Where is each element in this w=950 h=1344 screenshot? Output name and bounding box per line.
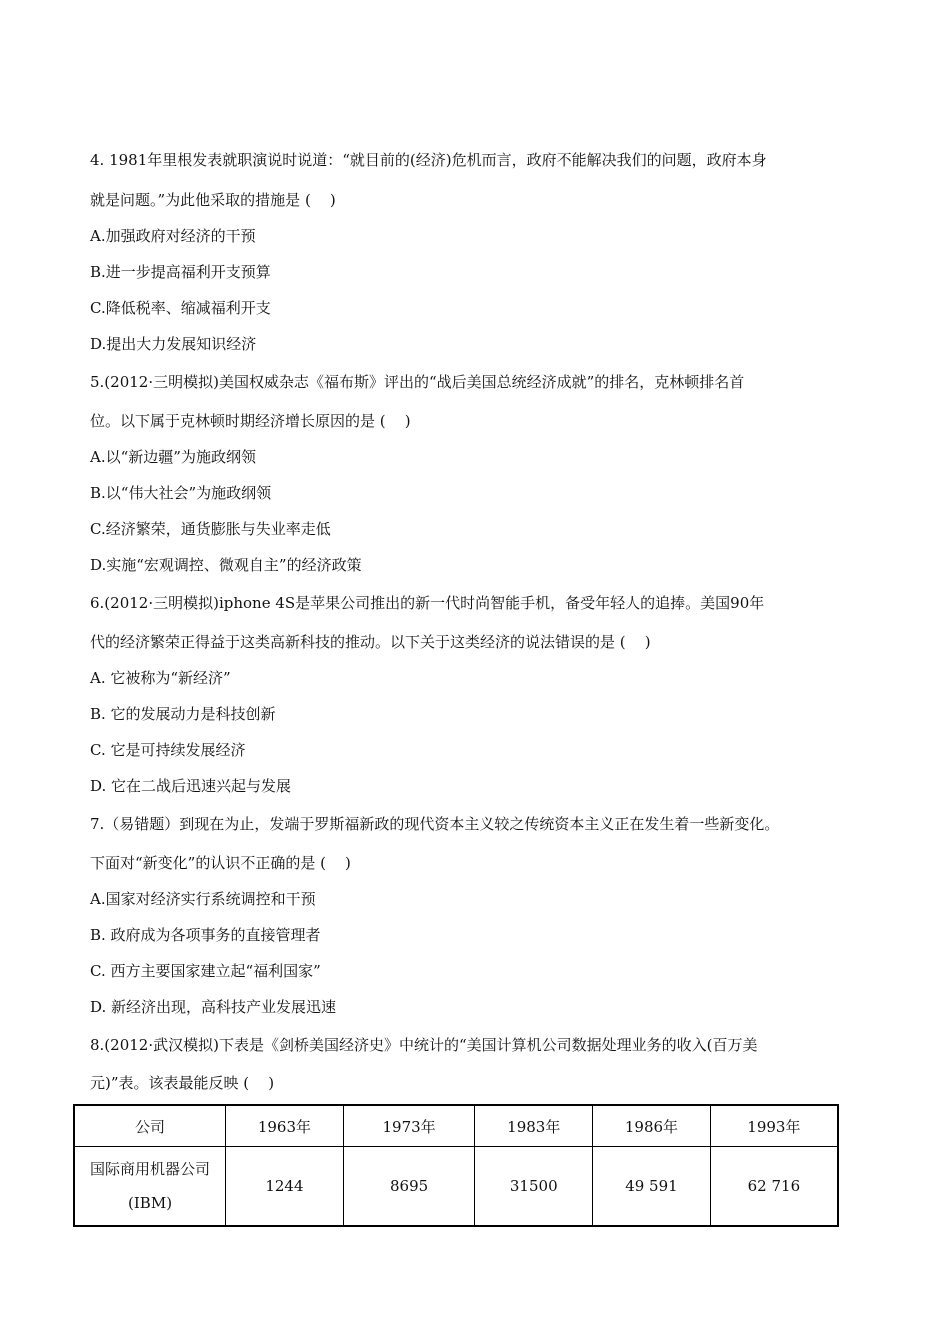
table-header-cell: 公司	[74, 1105, 226, 1147]
company-abbr: (IBM)	[128, 1194, 173, 1212]
q6-stem-line2: 代的经济繁荣正得益于这类高新科技的推动。以下关于这类经济的说法错误的是 ( )	[90, 633, 651, 651]
table-cell: 62 716	[710, 1147, 838, 1227]
q7-option-d: D. 新经济出现，高科技产业发展迅速	[90, 998, 337, 1016]
q8-stem-line2: 元)”表。该表最能反映 ( )	[90, 1074, 275, 1092]
q4-option-c: C.降低税率、缩减福利开支	[90, 299, 271, 317]
q7-option-a: A.国家对经济实行系统调控和干预	[90, 890, 316, 908]
q6-option-d: D. 它在二战后迅速兴起与发展	[90, 777, 292, 795]
table-header-cell: 1986年	[593, 1105, 711, 1147]
q5-option-d: D.实施“宏观调控、微观自主”的经济政策	[90, 556, 362, 574]
revenue-table	[73, 1104, 839, 1227]
q4-option-b: B.进一步提高福利开支预算	[90, 263, 271, 281]
table-header-cell: 1963年	[226, 1105, 344, 1147]
table-header-cell: 1973年	[343, 1105, 475, 1147]
q5-option-c: C.经济繁荣，通货膨胀与失业率走低	[90, 520, 331, 538]
q7-stem-line2: 下面对“新变化”的认识不正确的是 ( )	[90, 854, 351, 872]
q4-option-a: A.加强政府对经济的干预	[90, 227, 256, 245]
table-cell: 31500	[475, 1147, 593, 1227]
table-cell: 8695	[343, 1147, 475, 1227]
table-header-cell: 1983年	[475, 1105, 593, 1147]
q4-option-d: D.提出大力发展知识经济	[90, 335, 257, 353]
company-name: 国际商用机器公司	[90, 1160, 211, 1178]
q4-stem-line2: 就是问题。”为此他采取的措施是 ( )	[90, 191, 336, 209]
table-header-row	[74, 1105, 838, 1147]
q7-option-c: C. 西方主要国家建立起“福利国家”	[90, 962, 321, 980]
q5-option-a: A.以“新边疆”为施政纲领	[90, 448, 256, 466]
table-cell: 1244	[226, 1147, 344, 1227]
q6-option-b: B. 它的发展动力是科技创新	[90, 705, 276, 723]
q6-option-a: A. 它被称为“新经济”	[90, 669, 231, 687]
q5-stem-line1: 5.(2012·三明模拟)美国权威杂志《福布斯》评出的“战后美国总统经济成就”的排名，克林顿排名首	[90, 373, 745, 391]
table-header-cell: 1993年	[710, 1105, 838, 1147]
q5-option-b: B.以“伟大社会”为施政纲领	[90, 484, 272, 502]
q7-option-b: B. 政府成为各项事务的直接管理者	[90, 926, 321, 944]
q8-stem-line1: 8.(2012·武汉模拟)下表是《剑桥美国经济史》中统计的“美国计算机公司数据处理业务的收入(百万美	[90, 1036, 758, 1054]
q5-stem-line2: 位。以下属于克林顿时期经济增长原因的是 ( )	[90, 412, 411, 430]
table-row	[74, 1147, 838, 1227]
q6-stem-line1: 6.(2012·三明模拟)iphone 4S是苹果公司推出的新一代时尚智能手机，备受年轻人的追捧。美国90年	[90, 594, 765, 612]
q6-option-c: C. 它是可持续发展经济	[90, 741, 246, 759]
q7-stem-line1: 7.（易错题）到现在为止，发端于罗斯福新政的现代资本主义较之传统资本主义正在发生着一些新变化。	[90, 815, 780, 833]
company-cell	[74, 1147, 226, 1227]
table-cell: 49 591	[593, 1147, 711, 1227]
q4-stem-line1: 4. 1981年里根发表就职演说时说道：“就目前的(经济)危机而言，政府不能解决我们的问题，政府本身	[90, 151, 767, 169]
